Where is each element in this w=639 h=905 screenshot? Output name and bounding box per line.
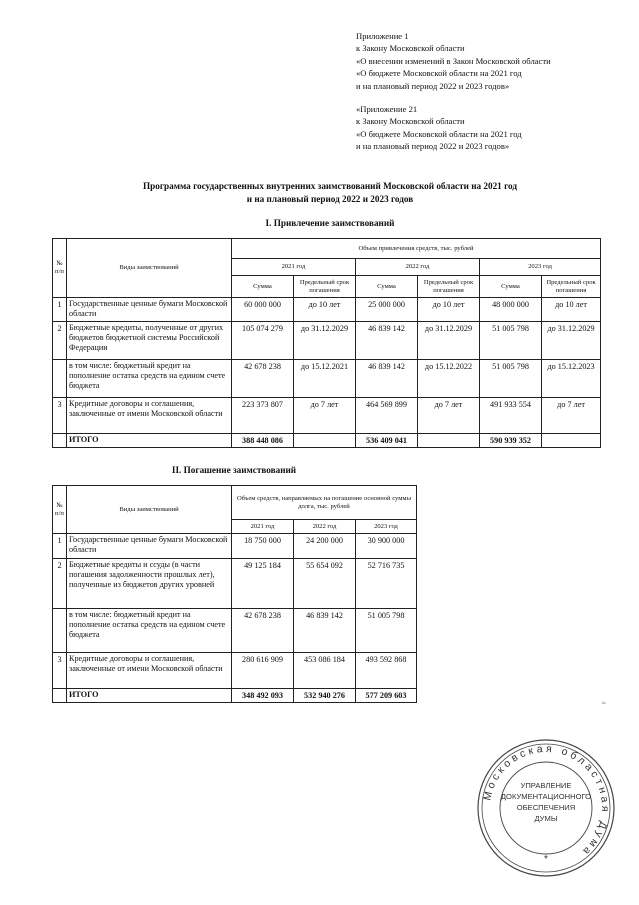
term-2022: до 31.12.2029	[418, 322, 480, 360]
amount-2021: 49 125 184	[232, 559, 294, 609]
amount-2022: 46 839 142	[356, 322, 418, 360]
row-label: в том числе: бюджетный кредит на пополнение остатка средств на едином счете бюджета	[67, 360, 232, 398]
amount-2023: 491 933 554	[480, 398, 542, 434]
amount-2023: 48 000 000	[480, 298, 542, 322]
total-label: ИТОГО	[67, 434, 232, 448]
term-2022: до 15.12.2022	[418, 360, 480, 398]
table-row	[53, 653, 417, 689]
row-label: Кредитные договоры и соглашения, заключенные от имени Московской области	[67, 653, 232, 689]
addendum-line: и на плановый период 2022 и 2023 годов»	[356, 141, 510, 152]
addendum-line: «Приложение 21	[356, 104, 418, 114]
table-row	[53, 360, 601, 398]
row-label: Государственные ценные бумаги Московской области	[67, 534, 232, 559]
row-number	[53, 609, 67, 653]
term-2021: до 7 лет	[294, 398, 356, 434]
amount-2021: 42 678 238	[232, 609, 294, 653]
total-2022: 536 409 041	[356, 434, 418, 448]
total-row	[53, 689, 417, 703]
amount-2023: 51 005 798	[480, 360, 542, 398]
col-header-kind: Виды заимствований	[67, 486, 232, 534]
row-number: 3	[53, 398, 67, 434]
amount-2023: 30 900 000	[356, 534, 417, 559]
stamp-ring-text: Московская областная Дума	[481, 742, 612, 860]
total-2021: 388 448 086	[232, 434, 294, 448]
total-row	[53, 434, 601, 448]
row-label: Кредитные договоры и соглашения, заключенные от имени Московской области	[67, 398, 232, 434]
amount-2021: 223 373 807	[232, 398, 294, 434]
row-label: Бюджетные кредиты, полученные от других бюджетов бюджетной системы Российской Федерации	[67, 322, 232, 360]
amount-2022: 464 569 899	[356, 398, 418, 434]
total-2021: 348 492 093	[232, 689, 294, 703]
amount-2023: 51 005 798	[356, 609, 417, 653]
row-number: 3	[53, 653, 67, 689]
stamp-line: ДОКУМЕНТАЦИОННОГО	[500, 792, 592, 801]
amount-2022: 46 839 142	[294, 609, 356, 653]
table-row	[53, 534, 417, 559]
amount-2021: 105 074 279	[232, 322, 294, 360]
row-number: 1	[53, 298, 67, 322]
addendum-header-1	[356, 30, 551, 92]
stamp-center-text	[476, 780, 616, 824]
col-header-amount: Сумма	[232, 276, 294, 298]
total-2023: 590 939 352	[480, 434, 542, 448]
document-title	[60, 180, 600, 205]
stamp-line: ОБЕСПЕЧЕНИЯ	[516, 803, 576, 812]
amount-2023: 51 005 798	[480, 322, 542, 360]
col-header-amount: Сумма	[480, 276, 542, 298]
term-2021: до 10 лет	[294, 298, 356, 322]
row-number	[53, 360, 67, 398]
addendum-line: «О бюджете Московской области на 2021 год	[356, 128, 522, 139]
total-2023: 577 209 603	[356, 689, 417, 703]
amount-2023: 493 592 868	[356, 653, 417, 689]
amount-2022: 55 654 092	[294, 559, 356, 609]
table-row	[53, 322, 601, 360]
col-header-volume: Объем привлечения средств, тыс. рублей	[232, 239, 601, 259]
addendum-line: «О бюджете Московской области на 2021 год	[356, 68, 522, 79]
term-2023: до 15.12.2023	[542, 360, 601, 398]
row-label: Бюджетные кредиты и ссуды (в части погашения задолженности прошлых лет), полученные из бюджетов других уровней	[67, 559, 232, 609]
col-header-kind: Виды заимствований	[67, 239, 232, 298]
row-label: в том числе: бюджетный кредит на пополнение остатка средств на едином счете бюджета	[67, 609, 232, 653]
row-number: 2	[53, 322, 67, 360]
section-1-title: I. Привлечение заимствований	[265, 218, 395, 228]
col-header-num: № п/п	[53, 239, 67, 298]
amount-2021: 280 616 909	[232, 653, 294, 689]
row-number: 1	[53, 534, 67, 559]
amount-2021: 60 000 000	[232, 298, 294, 322]
amount-2021: 42 678 238	[232, 360, 294, 398]
official-stamp	[476, 738, 616, 878]
term-2022: до 10 лет	[418, 298, 480, 322]
col-header-year: 2021 год	[232, 259, 356, 276]
total-2022: 532 940 276	[294, 689, 356, 703]
term-2022: до 7 лет	[418, 398, 480, 434]
document-title-line-1: Программа государственных внутренних заимствований Московской области на 2021 год	[143, 181, 517, 191]
table-row	[53, 559, 417, 609]
document-title-line-2: и на плановый период 2022 и 2023 годов	[246, 193, 414, 204]
col-header-term: Предельный срок погашения	[542, 276, 601, 298]
term-2023: до 7 лет	[542, 398, 601, 434]
stamp-line: ДУМЫ	[534, 814, 558, 823]
addendum-line: к Закону Московской области	[356, 43, 465, 54]
addendum-header-2	[356, 103, 522, 153]
total-label: ИТОГО	[67, 689, 232, 703]
stamp-line: УПРАВЛЕНИЕ	[520, 781, 572, 790]
col-header-term: Предельный срок погашения	[294, 276, 356, 298]
borrowing-table	[52, 238, 601, 448]
amount-2022: 24 200 000	[294, 534, 356, 559]
col-header-year: 2022 год	[294, 520, 356, 534]
term-2021: до 15.12.2021	[294, 360, 356, 398]
row-number: 2	[53, 559, 67, 609]
amount-2022: 25 000 000	[356, 298, 418, 322]
addendum-line: «О внесении изменений в Закон Московской области	[356, 55, 551, 66]
col-header-year: 2023 год	[356, 520, 417, 534]
amount-2022: 453 086 184	[294, 653, 356, 689]
section-2-title: II. Погашение заимствований	[171, 465, 297, 475]
amount-2021: 18 750 000	[232, 534, 294, 559]
col-header-year: 2023 год	[480, 259, 601, 276]
addendum-line: к Закону Московской области	[356, 116, 465, 127]
amount-2023: 52 716 735	[356, 559, 417, 609]
col-header-amount: Сумма	[356, 276, 418, 298]
term-2021: до 31.12.2029	[294, 322, 356, 360]
col-header-volume: Объем средств, направляемых на погашение основной суммы долга, тыс. рублей	[232, 486, 417, 520]
addendum-line: Приложение 1	[356, 31, 409, 41]
term-2023: до 31.12.2029	[542, 322, 601, 360]
stamp-star: *	[544, 854, 548, 865]
col-header-year: 2022 год	[356, 259, 480, 276]
amount-2022: 46 839 142	[356, 360, 418, 398]
col-header-term: Предельный срок погашения	[418, 276, 480, 298]
addendum-line: и на плановый период 2022 и 2023 годов»	[356, 80, 510, 91]
row-label: Государственные ценные бумаги Московской области	[67, 298, 232, 322]
term-2023: до 10 лет	[542, 298, 601, 322]
col-header-year: 2021 год	[232, 520, 294, 534]
repayment-table	[52, 485, 417, 703]
table-row	[53, 609, 417, 653]
table-row	[53, 298, 601, 322]
closing-quote-mark: ».	[602, 700, 607, 706]
col-header-num: № п/п	[53, 486, 67, 534]
table-row	[53, 398, 601, 434]
